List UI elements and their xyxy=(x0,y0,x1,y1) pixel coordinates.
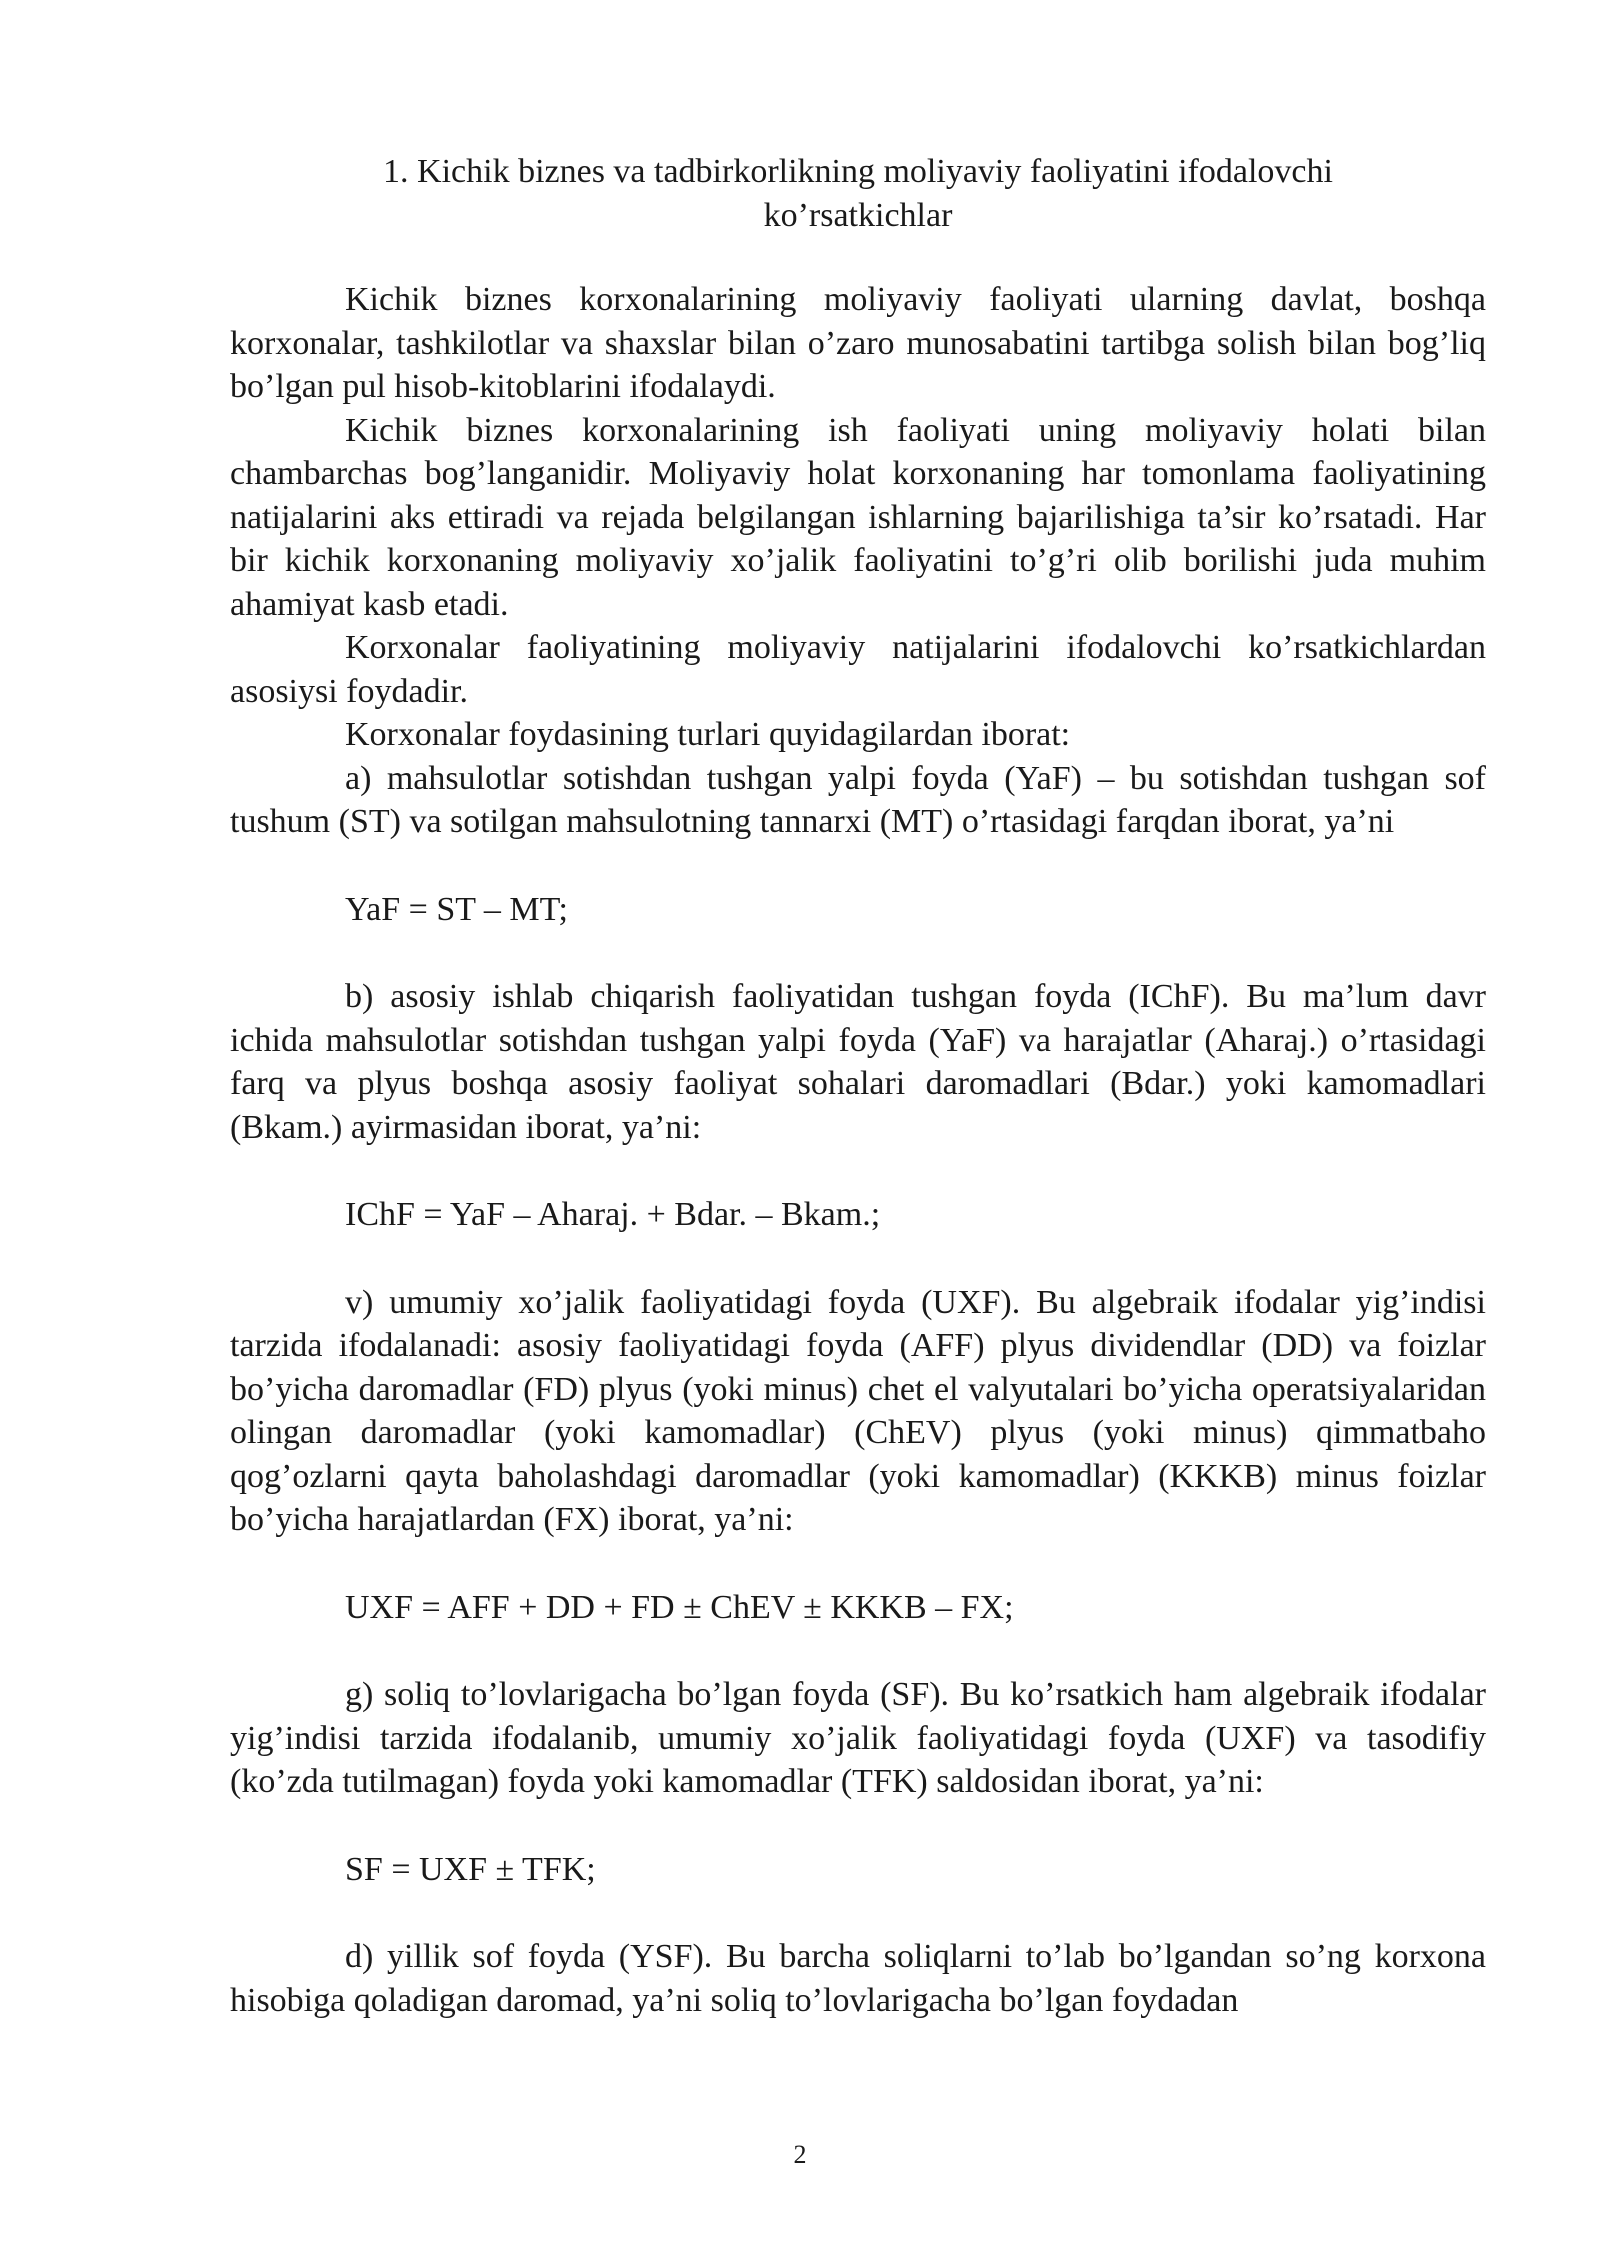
formula-production-profit: IChF = YaF – Aharaj. + Bdar. – Bkam.; xyxy=(345,1196,881,1233)
paragraph-item-a: a) mahsulotlar sotishdan tushgan yalpi foyda (YaF) – bu sotishdan tushgan sof tushum (ST) va sotilgan mahsulotning tannarxi (MT) o’rtasidagi farqdan iborat, ya’ni xyxy=(230,759,1486,840)
paragraph-main-indicator: Korxonalar faoliyatining moliyaviy natijalarini ifodalovchi ko’rsatkichlardan asosiysi foydadir. xyxy=(230,629,1486,710)
paragraph-intro: Kichik biznes korxonalarining moliyaviy faoliyati ularning davlat, boshqa korxonalar, tashkilotlar va shaxslar bilan o’zaro munosabatini tartibga solish bilan bog’liq bo’lgan pul hisob-kitoblarini ifodalaydi. xyxy=(230,281,1486,405)
paragraph-item-v: v) umumiy xo’jalik faoliyatidagi foyda (UXF). Bu algebraik ifodalar yig’indisi tarzida ifodalanadi: asosiy faoliyatidagi foyda (AFF) plyus dividendlar (DD) va foizlar bo’yicha daromadlar (FD) plyus (yoki minus) chet el valyutalari bo’yicha operatsiyalaridan olingan daromadlar (yoki kamomadlar) (ChEV) plyus (yoki minus) qimmatbaho qog’ozlarni qayta baholashdagi daromadlar (yoki kamomadlar) (KKKB) minus foizlar bo’yicha harajatlardan (FX) iborat, ya’ni: xyxy=(230,1283,1486,1538)
page-number: 2 xyxy=(793,2140,807,2169)
paragraph-item-g: g) soliq to’lovlarigacha bo’lgan foyda (SF). Bu ko’rsatkich ham algebraik ifodalar yig’indisi tarzida ifodalanib, umumiy xo’jalik faoliyatidagi foyda (UXF) va tasodifiy (ko’zda tutilmagan) foyda yoki kamomadlar (TFK) saldosidan iborat, ya’ni: xyxy=(230,1676,1486,1800)
formula-gross-profit: YaF = ST – MT; xyxy=(345,890,568,928)
document-page xyxy=(230,150,1486,2022)
formula-general-profit: UXF = AFF + DD + FD ± ChEV ± KKKB – FX; xyxy=(345,1588,1014,1626)
paragraph-item-d: d) yillik sof foyda (YSF). Bu barcha soliqlarni to’lab bo’lgandan so’ng korxona hisobiga qoladigan daromad, ya’ni soliq to’lovlarigacha bo’lgan foydadan xyxy=(230,1938,1486,2019)
paragraph-financial-state: Kichik biznes korxonalarining ish faoliyati uning moliyaviy holati bilan chambarchas bog’langanidir. Moliyaviy holat korxonaning har tomonlama faoliyatining natijalarini aks ettiradi va rejada belgilangan ishlarning bajarilishiga ta’sir ko’rsatadi. Har bir kichik korxonaning moliyaviy xo’jalik faoliyatini to’g’ri olib borilishi juda muhim ahamiyat kasb etadi. xyxy=(230,411,1486,623)
section-title-line-1: 1. Kichik biznes va tadbirkorlikning moliyaviy faoliyatini ifodalovchi xyxy=(383,153,1333,190)
paragraph-profit-types: Korxonalar foydasining turlari quyidagilardan iborat: xyxy=(345,716,1071,753)
paragraph-item-b: b) asosiy ishlab chiqarish faoliyatidan tushgan foyda (IChF). Bu ma’lum davr ichida mahsulotlar sotishdan tushgan yalpi foyda (YaF) va harajatlar (Aharaj.) o’rtasidagi farq va plyus boshqa asosiy faoliyat sohalari daromadlari (Bdar.) yoki kamomadlari (Bkam.) ayirmasidan iborat, ya’ni: xyxy=(230,978,1486,1146)
formula-pretax-profit: SF = UXF ± TFK; xyxy=(345,1850,596,1888)
section-title xyxy=(230,150,1486,238)
section-title-line-2: ko’rsatkichlar xyxy=(763,197,953,234)
